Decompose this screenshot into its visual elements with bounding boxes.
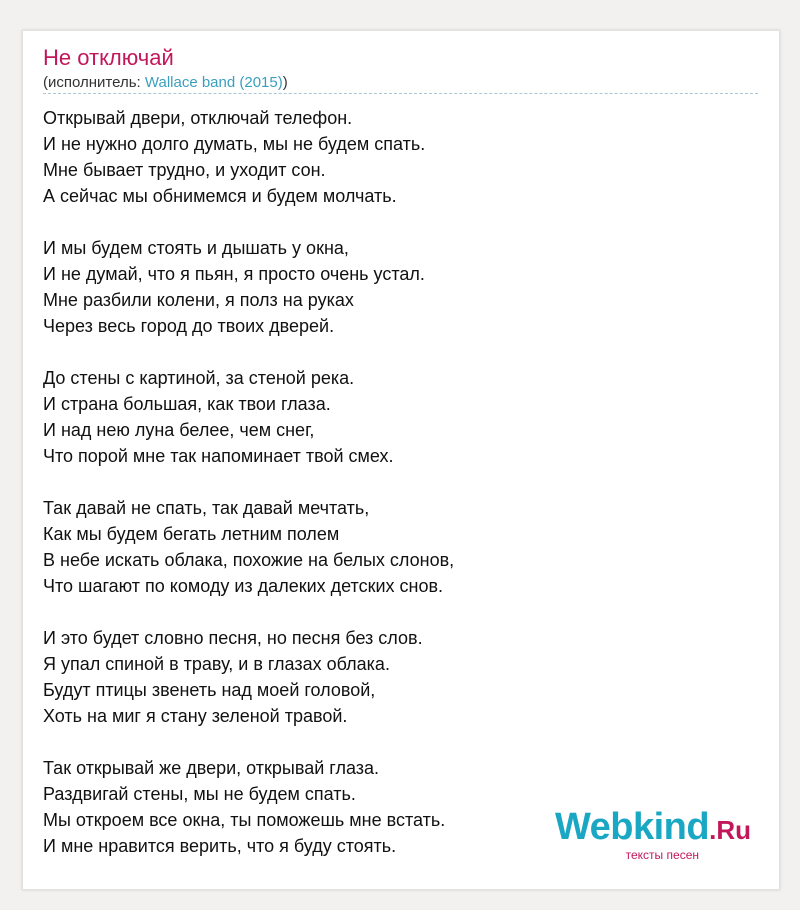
logo-main-text: Webkind bbox=[554, 806, 710, 848]
lyric-line: А сейчас мы обнимемся и будем молчать. bbox=[43, 186, 397, 206]
lyric-line: И над нею луна белее, чем снег, bbox=[43, 420, 315, 440]
lyric-line: Мне разбили колени, я полз на руках bbox=[43, 290, 354, 310]
artist-line bbox=[43, 74, 288, 91]
stanza-2 bbox=[43, 235, 763, 339]
site-logo[interactable] bbox=[555, 807, 751, 861]
lyric-line: И страна большая, как твои глаза. bbox=[43, 394, 331, 414]
song-title: Не отключай bbox=[43, 45, 174, 70]
lyric-line: Мне бывает трудно, и уходит сон. bbox=[43, 160, 326, 180]
lyric-line: И не думай, что я пьян, я просто очень устал. bbox=[43, 264, 425, 284]
lyric-line: Так давай не спать, так давай мечтать, bbox=[43, 498, 370, 518]
lyric-line: До стены с картиной, за стеной река. bbox=[43, 368, 355, 388]
lyric-line: Что шагают по комоду из далеких детских снов. bbox=[43, 576, 444, 596]
lyric-line: Хоть на миг я стану зеленой травой. bbox=[43, 706, 348, 726]
lyrics-body bbox=[43, 105, 763, 885]
lyric-line: Раздвигай стены, мы не будем спать. bbox=[43, 784, 356, 804]
lyric-line: Мы откроем все окна, ты поможешь мне встать. bbox=[43, 810, 446, 830]
artist-prefix: (исполнитель: bbox=[43, 74, 145, 91]
lyric-line: Что порой мне так напоминает твой смех. bbox=[43, 446, 394, 466]
lyric-line: И не нужно долго думать, мы не будем спать. bbox=[43, 134, 426, 154]
artist-suffix: ) bbox=[282, 74, 288, 91]
lyric-line: Так открывай же двери, открывай глаза. bbox=[43, 758, 380, 778]
lyric-line: И мы будем стоять и дышать у окна, bbox=[43, 238, 349, 258]
artist-link[interactable]: Wallace band (2015) bbox=[144, 74, 283, 91]
lyric-line: Открывай двери, отключай телефон. bbox=[43, 108, 353, 128]
lyrics-sheet bbox=[22, 30, 780, 890]
stanza-1 bbox=[43, 105, 763, 209]
stanza-5 bbox=[43, 625, 763, 729]
lyric-line: И это будет словно песня, но песня без слов. bbox=[43, 628, 423, 648]
lyric-line: В небе искать облака, похожие на белых слонов, bbox=[43, 550, 455, 570]
header-divider bbox=[43, 93, 758, 94]
stanza-4 bbox=[43, 495, 763, 599]
lyric-line: Будут птицы звенеть над моей головой, bbox=[43, 680, 376, 700]
logo-domain-suffix: .Ru bbox=[709, 815, 751, 845]
logo-tagline: тексты песен bbox=[625, 848, 699, 862]
lyric-line: Я упал спиной в траву, и в глазах облака. bbox=[43, 654, 390, 674]
stanza-3 bbox=[43, 365, 763, 469]
lyric-line: Через весь город до твоих дверей. bbox=[43, 316, 335, 336]
lyric-line: Как мы будем бегать летним полем bbox=[43, 524, 340, 544]
lyric-line: И мне нравится верить, что я буду стоять. bbox=[43, 836, 397, 856]
